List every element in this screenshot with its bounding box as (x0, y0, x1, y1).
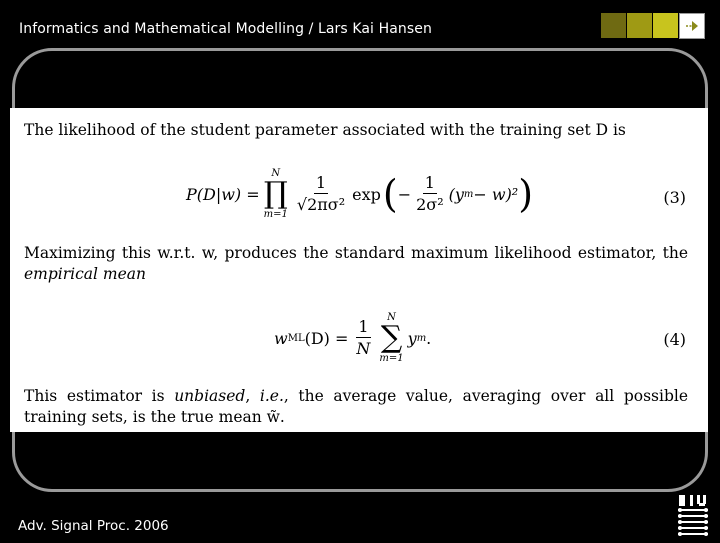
eq4-lhs-tail: (D) = (304, 328, 349, 348)
eq3-inner-den: 2σ² (416, 195, 444, 214)
eq3-product (264, 168, 288, 220)
eq4-frac-num: 1 (358, 317, 369, 336)
eq3-lhs: P(D|w) = (186, 184, 260, 204)
slide-content (10, 108, 708, 432)
eq3-inner-num: 1 (424, 173, 435, 192)
eq4-frac-den: N (356, 339, 371, 358)
eq3-inner-sub: m (463, 188, 474, 200)
eq4-term: y (407, 328, 417, 348)
eq4-fraction (354, 318, 372, 358)
dtu-logo-icon (676, 495, 710, 539)
eq3-frac-den: √2πσ² (296, 195, 346, 214)
eq3-minus: − (397, 184, 412, 204)
eq3-inner-fraction (414, 174, 446, 214)
eq4-sum (379, 312, 403, 364)
eq3-fraction (295, 174, 347, 214)
equation-3 (186, 168, 533, 220)
equation-4-number: (4) (663, 330, 686, 349)
nav-square-1[interactable] (601, 13, 626, 38)
sum-symbol: ∑ (380, 320, 403, 355)
product-symbol: ∏ (263, 176, 288, 211)
eq3-right-paren: ) (518, 172, 534, 216)
eq3-left-paren: ( (382, 172, 398, 216)
header-title: Informatics and Mathematical Modelling / Lars Kai Hansen (19, 21, 432, 37)
eq3-product-upper: N (271, 168, 281, 179)
eq3-inner-rest: (y (448, 184, 464, 204)
equation-3-number: (3) (663, 188, 686, 207)
footer-text: Adv. Signal Proc. 2006 (18, 518, 169, 534)
nav-square-3[interactable] (653, 13, 678, 38)
paragraph-maximizing: Maximizing this w.r.t. w, produces the standard maximum likelihood estimator, the empirical mean (24, 244, 688, 283)
navigation-squares (601, 13, 705, 39)
eq4-lhs: w (274, 328, 288, 348)
eq4-sum-lower: m=1 (379, 353, 404, 364)
eq3-inner-tail: − w)² (473, 184, 519, 204)
eq4-lhs-sub: ML (287, 332, 305, 344)
eq4-term-tail: . (426, 328, 432, 348)
eq3-product-lower: m=1 (263, 209, 288, 220)
nav-square-2[interactable] (627, 13, 652, 38)
paragraph-likelihood: The likelihood of the student parameter associated with the training set D is (24, 121, 626, 139)
eq3-frac-num: 1 (315, 173, 327, 192)
eq4-sum-upper: N (387, 312, 396, 323)
eq4-term-sub: m (416, 332, 427, 344)
paragraph-estimator: This estimator is unbiased, i.e., the average value, averaging over all possible training sets, is the true mean w̃. (24, 387, 689, 426)
next-slide-button[interactable] (679, 13, 705, 39)
arrow-right-icon (684, 18, 700, 34)
dtu-logo (676, 495, 710, 543)
equation-4 (274, 312, 431, 364)
eq3-exp: exp (352, 184, 381, 204)
